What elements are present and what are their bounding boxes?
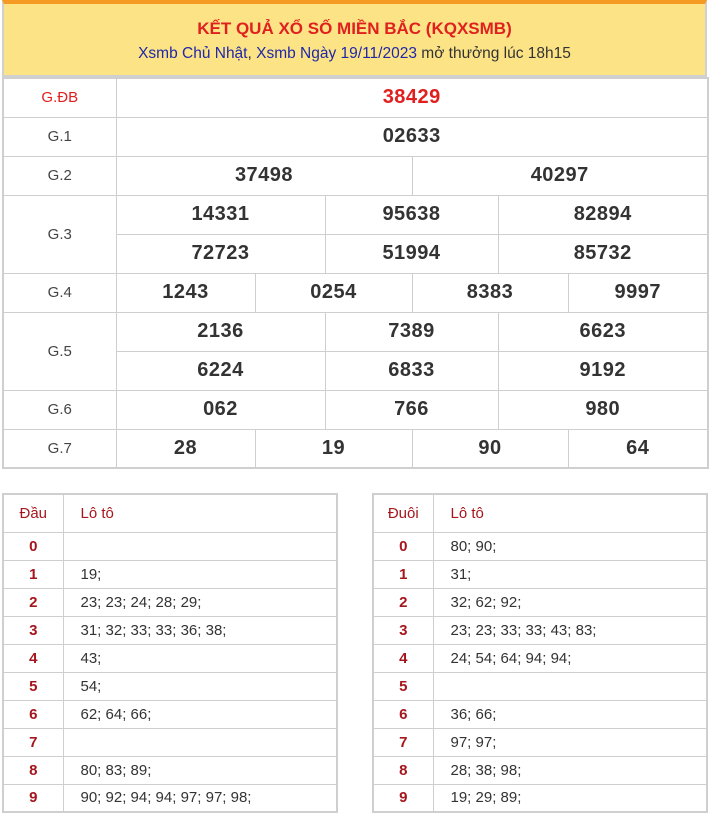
link-xsmb-sunday[interactable]: Xsmb Chủ Nhật — [138, 45, 248, 62]
loto-key: 3 — [373, 616, 433, 644]
prize-row-gdb — [3, 78, 708, 117]
loto-row — [373, 588, 707, 616]
loto-values: 31; — [433, 560, 707, 588]
loto-key: 5 — [373, 672, 433, 700]
header-separator: , — [247, 45, 252, 62]
loto-values: 28; 38; 98; — [433, 756, 707, 784]
prize-number: 8383 — [412, 273, 568, 312]
prize-label-g5: G.5 — [3, 312, 116, 390]
link-xsmb-date[interactable]: Xsmb Ngày 19/11/2023 — [256, 45, 417, 62]
loto-key: 7 — [373, 728, 433, 756]
loto-key: 8 — [373, 756, 433, 784]
prize-label-gdb: G.ĐB — [3, 78, 116, 117]
loto-row — [373, 644, 707, 672]
loto-key: 5 — [3, 672, 63, 700]
prize-number: 1243 — [116, 273, 255, 312]
prize-label-g7: G.7 — [3, 429, 116, 468]
prize-label-g2: G.2 — [3, 156, 116, 195]
loto-row — [373, 672, 707, 700]
loto-row — [373, 560, 707, 588]
prize-number: 062 — [116, 390, 325, 429]
prize-row-g5 — [3, 312, 708, 351]
loto-key: 9 — [3, 784, 63, 812]
duoi-header-label: Đuôi — [373, 494, 433, 532]
loto-row — [3, 756, 337, 784]
prize-number: 766 — [325, 390, 498, 429]
prize-number: 6224 — [116, 351, 325, 390]
draw-time-text: mở thưởng lúc 18h15 — [421, 45, 571, 62]
prize-number: 72723 — [116, 234, 325, 273]
header-subtitle — [4, 45, 705, 63]
loto-values: 31; 32; 33; 33; 36; 38; — [63, 616, 337, 644]
loto-key: 4 — [373, 644, 433, 672]
loto-row — [3, 560, 337, 588]
loto-values: 32; 62; 92; — [433, 588, 707, 616]
loto-values: 54; — [63, 672, 337, 700]
loto-row — [373, 784, 707, 812]
prize-number: 14331 — [116, 195, 325, 234]
prize-number: 51994 — [325, 234, 498, 273]
loto-row — [373, 728, 707, 756]
prize-row-g6 — [3, 390, 708, 429]
prize-number: 0254 — [255, 273, 412, 312]
prize-number: 38429 — [116, 78, 708, 117]
prize-label-g1: G.1 — [3, 117, 116, 156]
dau-header-label: Đầu — [3, 494, 63, 532]
loto-values: 23; 23; 24; 28; 29; — [63, 588, 337, 616]
page-title: KẾT QUẢ XỔ SỐ MIỀN BẮC (KQXSMB) — [197, 19, 512, 38]
loto-values — [433, 672, 707, 700]
loto-key: 7 — [3, 728, 63, 756]
loto-row — [3, 784, 337, 812]
prize-number: 40297 — [412, 156, 708, 195]
prize-number: 82894 — [498, 195, 708, 234]
prize-number: 02633 — [116, 117, 708, 156]
loto-key: 9 — [373, 784, 433, 812]
loto-key: 1 — [3, 560, 63, 588]
loto-row — [373, 700, 707, 728]
prize-row-g7 — [3, 429, 708, 468]
prize-row-g2 — [3, 156, 708, 195]
prize-number: 9192 — [498, 351, 708, 390]
loto-header-label: Lô tô — [63, 494, 337, 532]
loto-row — [373, 616, 707, 644]
loto-key: 4 — [3, 644, 63, 672]
prize-number: 9997 — [568, 273, 708, 312]
loto-key: 1 — [373, 560, 433, 588]
loto-values: 97; 97; — [433, 728, 707, 756]
loto-values: 62; 64; 66; — [63, 700, 337, 728]
loto-row — [373, 756, 707, 784]
prize-label-g6: G.6 — [3, 390, 116, 429]
loto-header-label: Lô tô — [433, 494, 707, 532]
loto-dau-header — [3, 494, 337, 532]
loto-values: 19; 29; 89; — [433, 784, 707, 812]
prize-number: 980 — [498, 390, 708, 429]
loto-row — [3, 728, 337, 756]
loto-values: 43; — [63, 644, 337, 672]
prize-label-g3: G.3 — [3, 195, 116, 273]
loto-key: 2 — [3, 588, 63, 616]
prize-number: 95638 — [325, 195, 498, 234]
prize-number: 85732 — [498, 234, 708, 273]
prize-number: 6833 — [325, 351, 498, 390]
loto-values — [63, 728, 337, 756]
loto-key: 2 — [373, 588, 433, 616]
loto-dau-table — [2, 493, 338, 813]
loto-row — [3, 644, 337, 672]
prize-number: 28 — [116, 429, 255, 468]
results-header — [2, 0, 707, 77]
loto-values — [63, 532, 337, 560]
loto-duoi-header — [373, 494, 707, 532]
loto-row — [3, 588, 337, 616]
prize-number: 90 — [412, 429, 568, 468]
prize-row-g1 — [3, 117, 708, 156]
loto-values: 19; — [63, 560, 337, 588]
loto-key: 6 — [3, 700, 63, 728]
loto-key: 6 — [373, 700, 433, 728]
prize-number: 19 — [255, 429, 412, 468]
loto-row — [3, 672, 337, 700]
prize-label-g4: G.4 — [3, 273, 116, 312]
prize-number: 2136 — [116, 312, 325, 351]
prize-number: 37498 — [116, 156, 412, 195]
loto-values: 36; 66; — [433, 700, 707, 728]
loto-key: 3 — [3, 616, 63, 644]
results-table — [2, 77, 709, 469]
loto-key: 0 — [373, 532, 433, 560]
loto-key: 8 — [3, 756, 63, 784]
loto-values: 24; 54; 64; 94; 94; — [433, 644, 707, 672]
loto-duoi-table — [372, 493, 708, 813]
loto-values: 80; 90; — [433, 532, 707, 560]
loto-values: 80; 83; 89; — [63, 756, 337, 784]
loto-values: 23; 23; 33; 33; 43; 83; — [433, 616, 707, 644]
loto-values: 90; 92; 94; 94; 97; 97; 98; — [63, 784, 337, 812]
prize-row-g4 — [3, 273, 708, 312]
prize-row-g3 — [3, 195, 708, 234]
prize-number: 6623 — [498, 312, 708, 351]
prize-number: 64 — [568, 429, 708, 468]
loto-row — [3, 616, 337, 644]
loto-row — [3, 700, 337, 728]
loto-key: 0 — [3, 532, 63, 560]
loto-row — [3, 532, 337, 560]
loto-row — [373, 532, 707, 560]
prize-number: 7389 — [325, 312, 498, 351]
